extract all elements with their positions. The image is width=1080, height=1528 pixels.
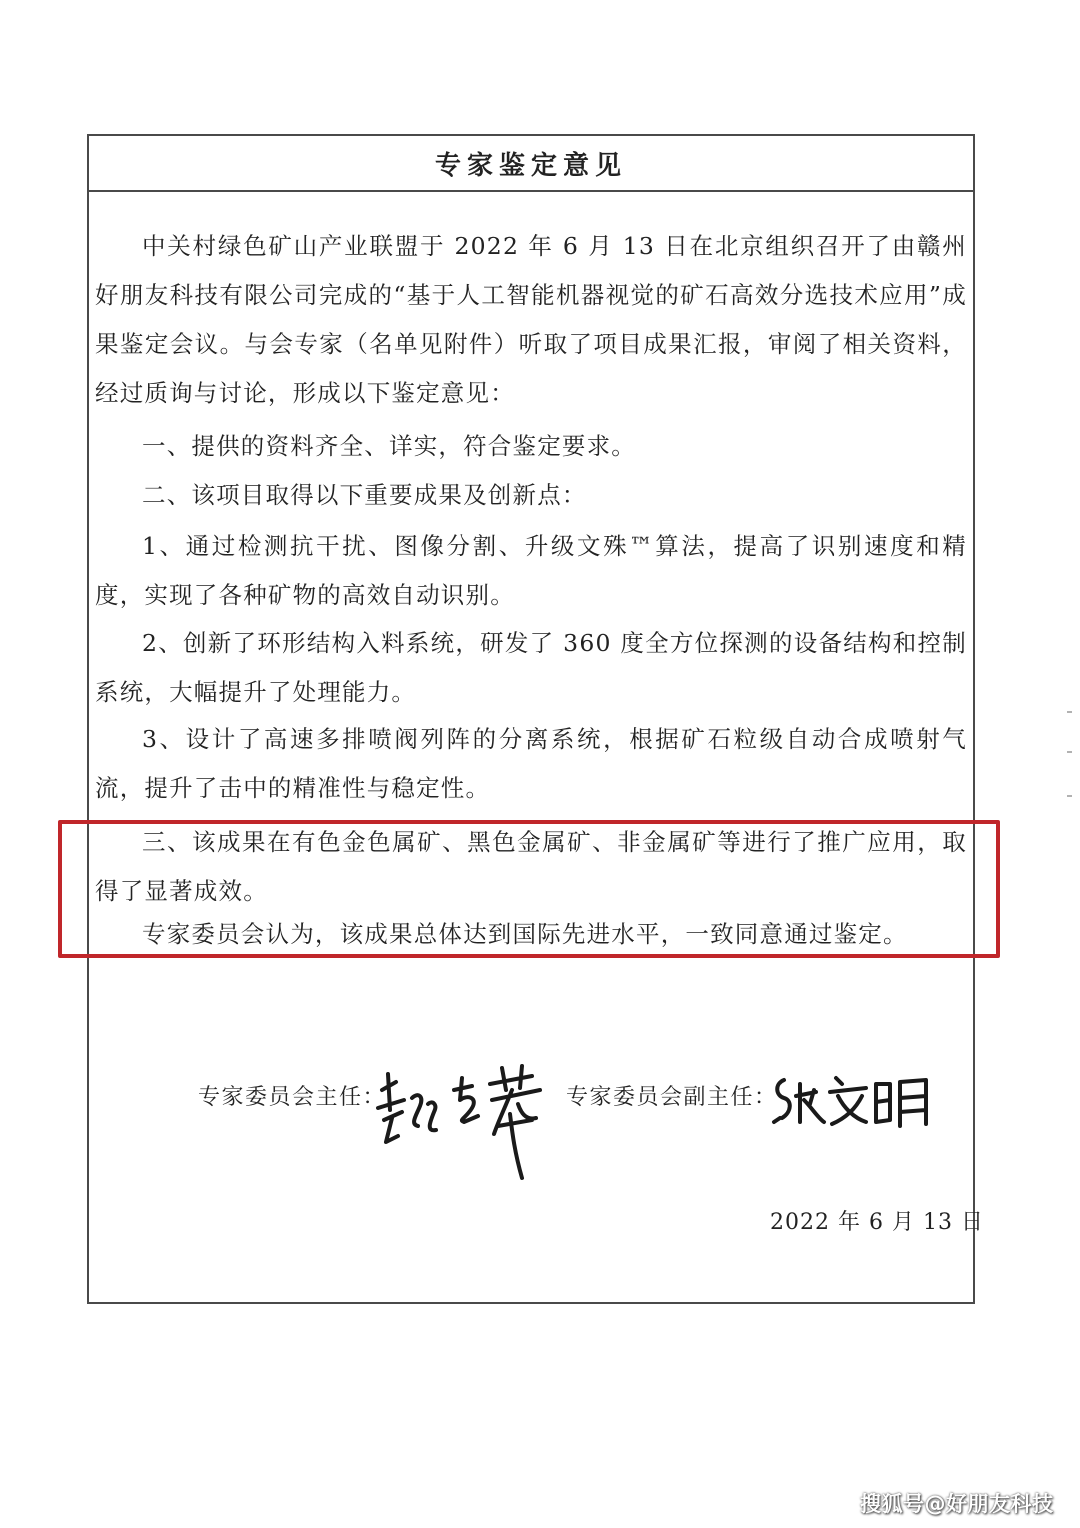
paragraph-item-3: 3、设计了高速多排喷阀列阵的分离系统，根据矿石粒级自动合成喷射气流，提升了击中的精准性与稳定性。 <box>95 725 967 802</box>
watermark: 搜狐号@好朋友科技 <box>860 1492 1054 1516</box>
paragraph-item-1: 1、通过检测抗干扰、图像分割、升级文殊™算法，提高了识别速度和精度，实现了各种矿物的高效自动识别。 <box>95 532 967 609</box>
chair-signature <box>372 1060 562 1185</box>
scan-edge-marks <box>1064 700 1074 820</box>
vice-chair-signature <box>770 1070 945 1140</box>
vice-chair-label: 专家委员会副主任： <box>566 1085 778 1110</box>
paragraph-point-3: 三、该成果在有色金色属矿、黑色金属矿、非金属矿等进行了推广应用，取得了显著成效。 <box>95 828 967 905</box>
document-date: 2022 年 6 月 13 日 <box>770 1210 984 1235</box>
paragraph-intro: 中关村绿色矿山产业联盟于 2022 年 6 月 13 日在北京组织召开了由赣州好朋友科技有限公司完成的“基于人工智能机器视觉的矿石高效分选技术应用”成果鉴定会议。与会专家（名单见附件）听取了项目成果汇报，审阅了相关资料，经过质询与讨论，形成以下鉴定意见： <box>95 232 967 407</box>
paragraph-item-2: 2、创新了环形结构入料系统，研发了 360 度全方位探测的设备结构和控制系统，大幅提升了处理能力。 <box>95 629 967 706</box>
paragraph-conclusion: 专家委员会认为，该成果总体达到国际先进水平，一致同意通过鉴定。 <box>142 920 908 948</box>
title-row <box>89 136 973 192</box>
paragraph-point-2: 二、该项目取得以下重要成果及创新点： <box>142 481 587 509</box>
highlight-box <box>58 820 1000 958</box>
paragraph-point-1: 一、提供的资料齐全、详实，符合鉴定要求。 <box>142 432 636 460</box>
document-title: 专家鉴定意见 <box>434 150 627 181</box>
chair-label: 专家委员会主任： <box>198 1085 387 1110</box>
